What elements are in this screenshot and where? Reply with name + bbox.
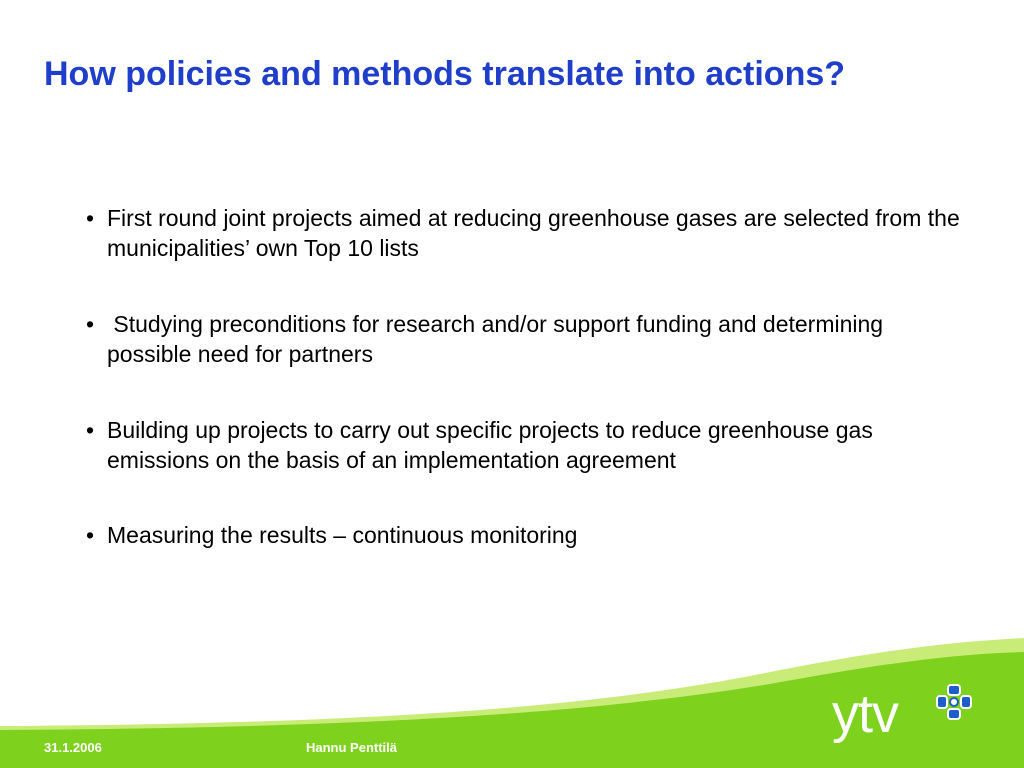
bullet-text: Building up projects to carry out specific projects to reduce greenhouse gas emissions on the basis of an implementation agreement xyxy=(107,417,873,473)
ytv-logo-icon xyxy=(934,682,974,722)
bullet-text: Measuring the results – continuous monitoring xyxy=(107,522,578,548)
bullet-item xyxy=(86,203,966,263)
bullet-marker: • xyxy=(86,311,95,337)
bullet-item xyxy=(86,309,966,369)
bullet-item xyxy=(86,520,966,550)
slide-title: How policies and methods translate into actions? xyxy=(44,55,846,93)
ytv-logo-text: ytv xyxy=(832,684,899,744)
bullet-text: Studying preconditions for research and/or support funding and determining possible need for partners xyxy=(107,311,890,367)
bullet-list xyxy=(86,203,966,596)
bullet-marker: • xyxy=(86,205,95,231)
bullet-item xyxy=(86,415,966,475)
footer-date: 31.1.2006 xyxy=(44,740,102,755)
bullet-text: First round joint projects aimed at reducing greenhouse gases are selected from the municipalities’ own Top 10 lists xyxy=(107,205,960,261)
footer-author: Hannu Penttilä xyxy=(306,740,398,755)
bullet-marker: • xyxy=(86,417,95,443)
bullet-marker: • xyxy=(86,522,95,548)
